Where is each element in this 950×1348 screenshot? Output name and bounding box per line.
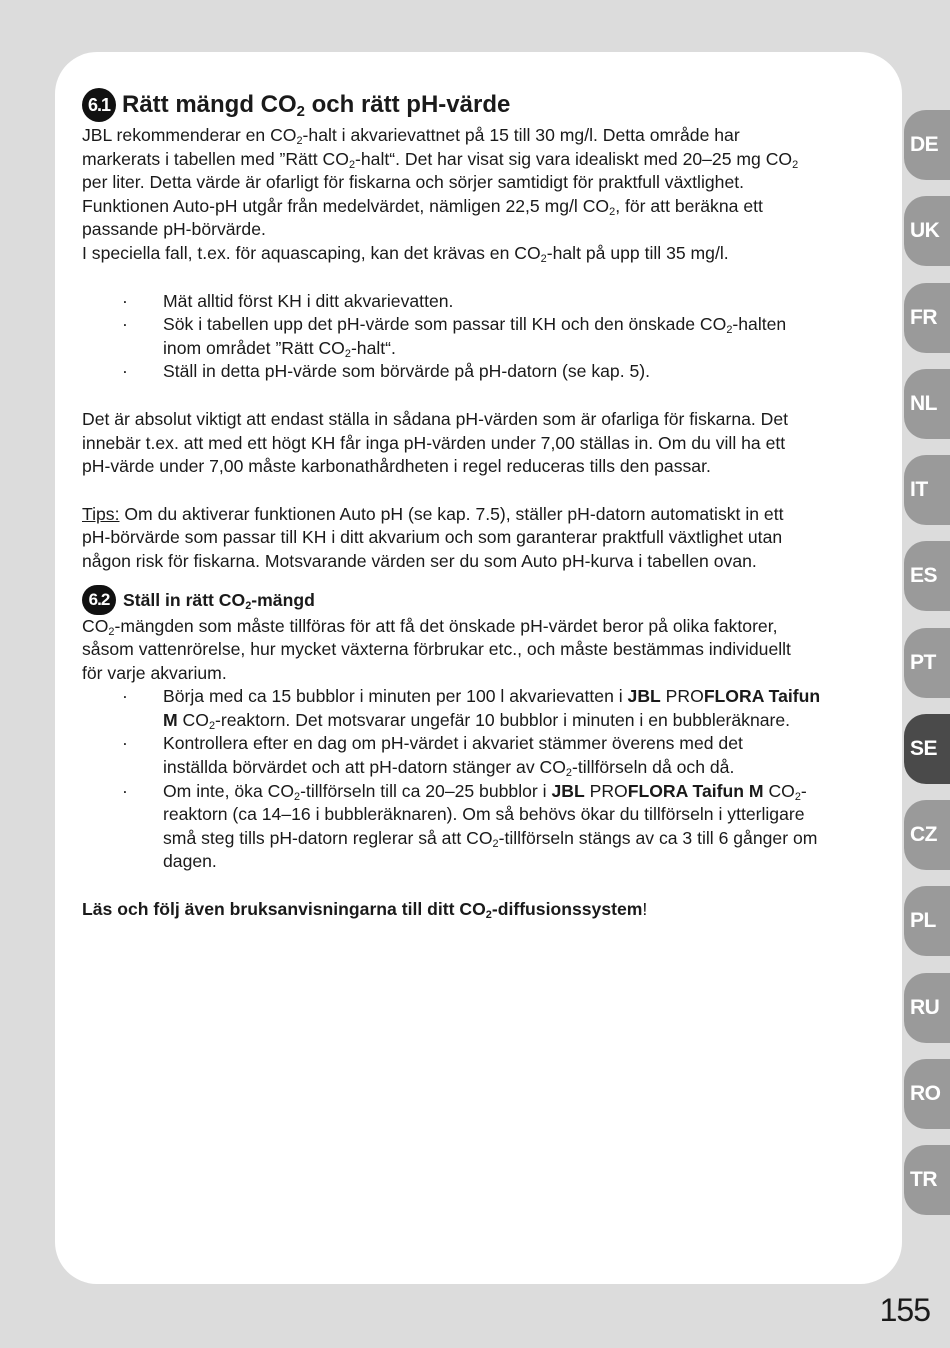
warning-paragraph: Det är absolut viktigt att endast ställa in sådana pH-värden som är ofarliga för fiskarna. Det innebär t.ex. att med ett högt KH får inga pH-värden under 7,00 ställas in. Om du vill ha ett pH-värde under 7,00 måste karbonathårdheten i regel reduceras tills den passar. [82,408,789,477]
language-tab-ru[interactable]: RU [904,973,950,1043]
language-tab-tr[interactable]: TR [904,1145,950,1215]
bullet-marker: · [122,780,128,801]
language-tab-pt[interactable]: PT [904,628,950,698]
section-title: Ställ in rätt $CO_2$-mängd [123,589,315,612]
tips-label: Tips: [82,503,120,524]
section-6-1-heading [82,88,872,122]
section-number-badge: 6.1 [82,88,116,122]
co2-system-note: Läs och följ även bruksanvisningarna till ditt $CO_2$-diffusionssystem! [82,899,648,922]
bullet-marker: · [122,686,128,707]
section-6-2-heading [82,585,872,615]
language-tabs [904,0,950,1348]
list-item: · Sök i tabellen upp det pH-värde som passar till KH och den önskade $CO_2$-halten inom området ”Rätt $CO_2-halt“$. [122,314,787,360]
language-tab-es[interactable]: ES [904,541,950,611]
language-tab-de[interactable]: DE [904,110,950,180]
paragraph-line: per liter. Detta värde är ofarligt för fiskarna och sörjer samtidigt för praktfull växtlighet. [82,172,744,193]
bullet-marker: · [122,314,128,335]
language-tab-se-active[interactable]: SE [904,714,950,784]
main-content [82,88,872,922]
tips-paragraph: Tips: Om du aktiverar funktionen Auto pH (se kap. 7.5), ställer pH-datorn automatiskt in ett pH-börvärde som passar till KH i ditt akvarium och som garanterar praktfull växtlighet utan någon risk för fiskarna. Motsvarande värden ser du som Auto pH-kurva i tabellen ovan. [82,503,784,571]
language-tab-uk[interactable]: UK [904,196,950,266]
paragraph-line: markerats i tabellen med ”Rätt $CO_2-halt“$. Det har visat sig vara idealiskt med 20–25 mg $CO_2$ [82,148,799,171]
language-tab-it[interactable]: IT [904,455,950,525]
language-tab-nl[interactable]: NL [904,369,950,439]
paragraph-line: JBL rekommenderar en $CO_2$-halt i akvarievattnet på 15 till 30 mg/l. Detta område har [82,125,740,148]
bullet-marker: · [122,361,128,382]
section-6-1-bullet-list [82,290,872,384]
page-number: 155 [879,1292,930,1328]
list-item: · Kontrollera efter en dag om pH-värdet i akvariet stämmer överens med det inställda börvärdet och att pH-datorn stänger av $CO_2$-tillförseln då och då. [122,733,743,780]
bullet-marker: · [122,733,128,754]
list-item: · Ställ in detta pH-värde som börvärde på pH-datorn (se kap. 5). [82,360,872,384]
section-6-2-bullet-list [82,685,872,874]
section-number-badge: 6.2 [82,585,116,615]
language-tab-pl[interactable]: PL [904,886,950,956]
section-6-1-intro [82,124,872,266]
paragraph-line: passande pH-börvärde. [82,219,266,240]
list-item: · Mät alltid först KH i ditt akvarievatten. [82,290,872,314]
section-title: Rätt mängd $CO_2$ och rätt pH-värde [122,91,511,121]
list-item: · Börja med ca 15 bubblor i minuten per 100 l akvarievatten i JBL PROFLORA Taifun M $CO_2$-reaktorn. Det motsvarar ungefär 10 bubblor i minuten i en bubbleräknare. [122,686,821,732]
bullet-marker: · [122,290,128,311]
language-tab-ro[interactable]: RO [904,1059,950,1129]
paragraph-line: I speciella fall, t.ex. för aquascaping, kan det krävas en $CO_2$-halt på upp till 35 mg/l. [82,242,729,266]
language-tab-fr[interactable]: FR [904,283,950,353]
list-item: · Om inte, öka $CO_2$-tillförseln till ca 20–25 bubblor i JBL PROFLORA Taifun M $CO_2-$ reaktorn (ca 14–16 i bubbleräknaren). Om så behövs ökar du tillförseln i ytterligare små steg tills pH-datorn reglerar så att $CO_2$-tillförseln stängs av ca 3 till 6 gånger om dagen. [122,780,818,872]
language-tab-cz[interactable]: CZ [904,800,950,870]
paragraph-line: Funktionen Auto-pH utgår från medelvärdet, nämligen 22,5 mg/l $CO_2$, för att beräkna ett [82,195,763,218]
section-6-2-intro: $CO_2$-mängden som måste tillföras för att få det önskade pH-värdet beror på olika faktorer, såsom vattenrörelse, hur mycket växterna förbrukar etc., och måste bestämmas individuellt för varje akvarium. [82,615,791,683]
